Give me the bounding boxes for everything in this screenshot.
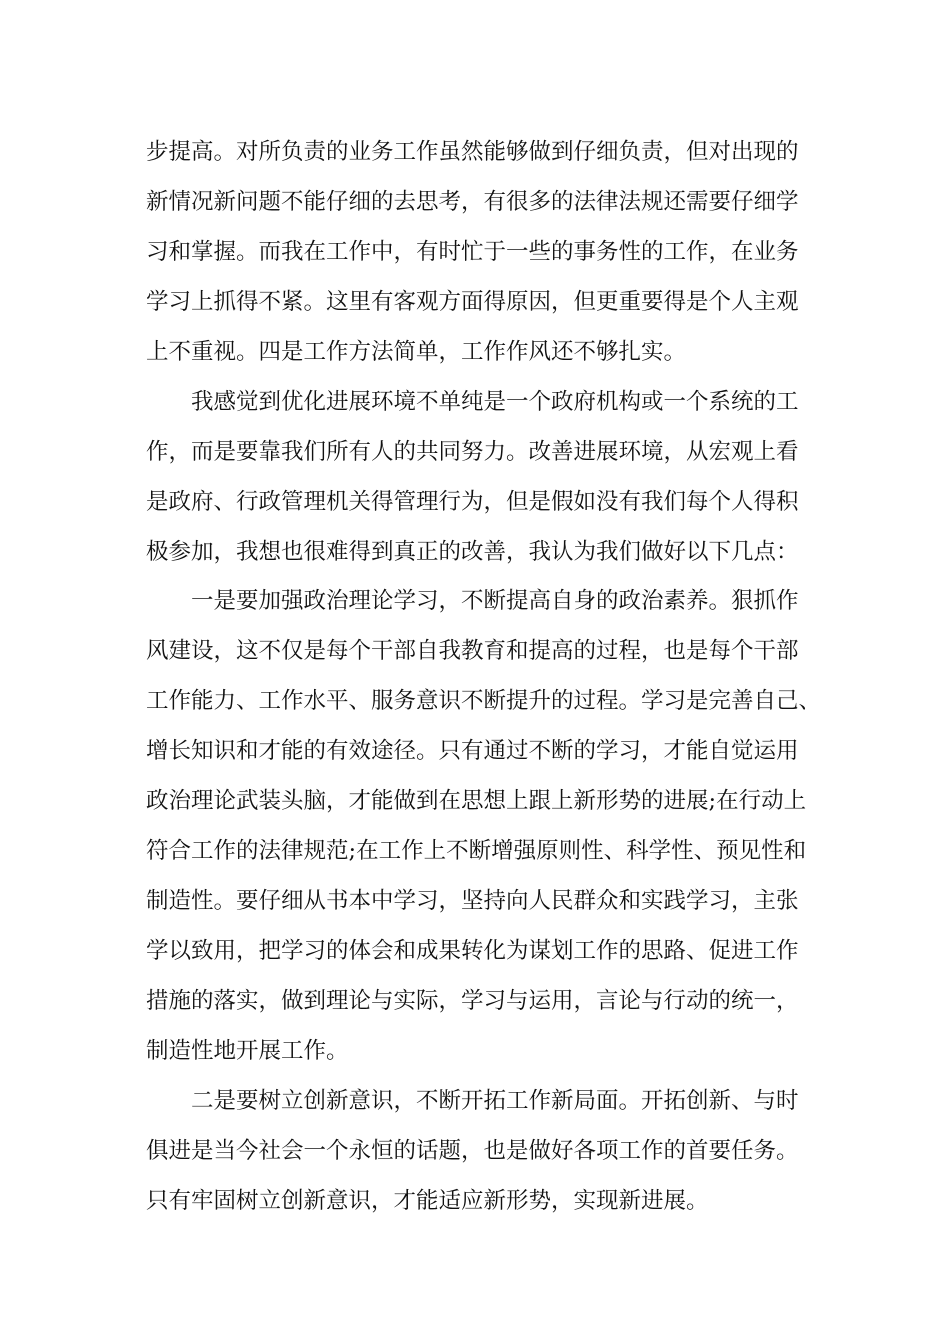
text-line: 是政府、行政管理机关得管理行为，但是假如没有我们每个人得积 — [146, 489, 799, 515]
text-line: 措施的落实，做到理论与实际，学习与运用，言论与行动的统一， — [146, 988, 799, 1014]
paragraph-first-line: 一是要加强政治理论学习，不断提高自身的政治素养。狠抓作 — [191, 588, 799, 614]
text-line: 制造性地开展工作。 — [146, 1038, 349, 1064]
text-line: 上不重视。四是工作方法简单，工作作风还不够扎实。 — [146, 339, 687, 365]
text-line: 俱进是当今社会一个永恒的话题，也是做好各项工作的首要任务。 — [146, 1138, 799, 1164]
paragraph-first-line: 二是要树立创新意识，不断开拓工作新局面。开拓创新、与时 — [191, 1088, 799, 1114]
text-line: 符合工作的法律规范;在工作上不断增强原则性、科学性、预见性和 — [146, 838, 807, 864]
text-line: 步提高。对所负责的业务工作虽然能够做到仔细负责，但对出现的 — [146, 139, 799, 165]
text-line: 增长知识和才能的有效途径。只有通过不断的学习，才能自觉运用 — [146, 738, 799, 764]
text-line: 制造性。要仔细从书本中学习，坚持向人民群众和实践学习，主张 — [146, 888, 799, 914]
text-line: 工作能力、工作水平、服务意识不断提升的过程。学习是完善自己、 — [146, 688, 822, 714]
text-line: 新情况新问题不能仔细的去思考，有很多的法律法规还需要仔细学 — [146, 189, 799, 215]
text-line: 学以致用，把学习的体会和成果转化为谋划工作的思路、促进工作 — [146, 938, 799, 964]
text-line: 学习上抓得不紧。这里有客观方面得原因，但更重要得是个人主观 — [146, 289, 799, 315]
text-line: 风建设，这不仅是每个干部自我教育和提高的过程，也是每个干部 — [146, 638, 799, 664]
text-line: 习和掌握。而我在工作中，有时忙于一些的事务性的工作，在业务 — [146, 239, 799, 265]
paragraph-first-line: 我感觉到优化进展环境不单纯是一个政府机构或一个系统的工 — [191, 389, 799, 415]
text-line: 只有牢固树立创新意识，才能适应新形势，实现新进展。 — [146, 1188, 709, 1214]
text-line: 作，而是要靠我们所有人的共同努力。改善进展环境，从宏观上看 — [146, 439, 799, 465]
text-line: 极参加，我想也很难得到真正的改善，我认为我们做好以下几点： — [146, 539, 799, 565]
text-line: 政治理论武装头脑，才能做到在思想上跟上新形势的进展;在行动上 — [146, 788, 807, 814]
